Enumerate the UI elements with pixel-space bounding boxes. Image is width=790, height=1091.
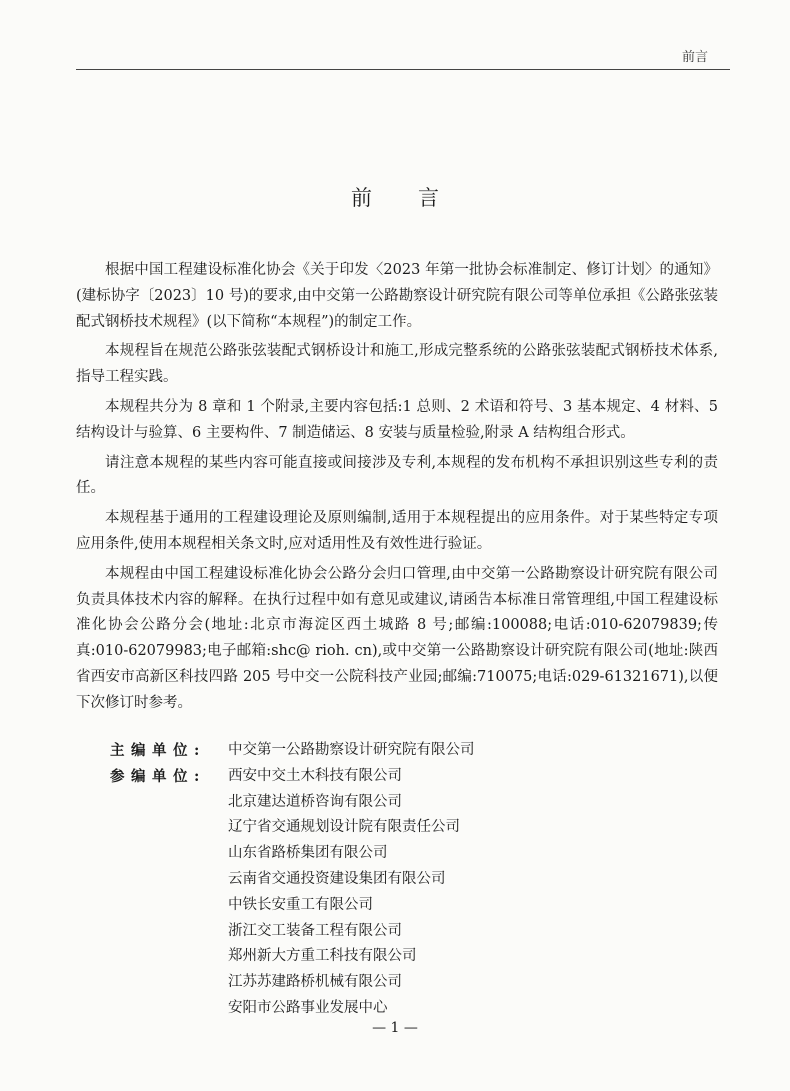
paragraph: 请注意本规程的某些内容可能直接或间接涉及专利,本规程的发布机构不承担识别这些专利的责任。 (76, 454, 718, 497)
paragraph: 本规程基于通用的工程建设理论及原则编制,适用于本规程提出的应用条件。对于某些特定专项应用条件,使用本规程相关条文时,应对适用性及有效性进行验证。 (76, 510, 718, 552)
participating-unit: 浙江交工装备工程有限公司 (228, 922, 402, 939)
running-header: 前言 (681, 50, 708, 65)
preface-body (76, 258, 718, 721)
participating-unit: 西安中交土木科技有限公司 (228, 767, 402, 784)
participating-unit: 中铁长安重工有限公司 (228, 896, 373, 913)
header-rule (76, 69, 730, 70)
participating-unit: 北京建达道桥咨询有限公司 (228, 793, 402, 810)
paragraph: 本规程共分为 8 章和 1 个附录,主要内容包括:1 总则、2 术语和符号、3 基本规定、4 材料、5 结构设计与验算、6 主要构件、7 制造储运、8 安装与质量检验,附录 A 结构组合形式。 (76, 398, 718, 441)
page-number: — 1 — (372, 1020, 418, 1036)
participating-unit-label: 参编单位: (110, 767, 206, 785)
paragraph: 根据中国工程建设标准化协会《关于印发〈2023 年第一批协会标准制定、修订计划〉的通知》(建标协字〔2023〕10 号)的要求,由中交第一公路勘察设计研究院有限公司等单位承担《公路张弦装配式钢桥技术规程》(以下简称“本规程”)的制定工作。 (76, 262, 718, 330)
paragraph: 本规程由中国工程建设标准化协会公路分会归口管理,由中交第一公路勘察设计研究院有限公司负责具体技术内容的解释。在执行过程中如有意见或建议,请函告本标准日常管理组,中国工程建设标准化协会公路分会(地址:北京市海淀区西土城路 8 号;邮编:100088;电话:010-62079839;传真:010-62079983;电子邮箱:shc@ rioh. cn),或中交第一公路勘察设计研究院有限公司(地址:陕西省西安市高新区科技四路 205 号中交一公院科技产业园;邮编:710075;电话:029-61321671),以便下次修订时参考。 (76, 565, 718, 711)
chief-unit-label: 主编单位: (110, 742, 206, 759)
paragraph: 本规程旨在规范公路张弦装配式钢桥设计和施工,形成完整系统的公路张弦装配式钢桥技术体系,指导工程实践。 (76, 343, 718, 386)
participating-unit: 安阳市公路事业发展中心 (228, 999, 388, 1016)
chief-unit: 中交第一公路勘察设计研究院有限公司 (228, 742, 475, 758)
participating-unit: 山东省路桥集团有限公司 (228, 845, 388, 862)
page-title: 前言 (351, 186, 485, 210)
participating-unit: 云南省交通投资建设集团有限公司 (228, 870, 446, 887)
participating-unit: 郑州新大方重工科技有限公司 (228, 948, 417, 965)
participating-unit: 辽宁省交通规划设计院有限责任公司 (228, 819, 460, 836)
drafting-units (110, 738, 710, 1022)
chief-unit-list (228, 738, 710, 764)
chief-unit-row (110, 738, 710, 764)
participating-unit: 江苏苏建路桥机械有限公司 (228, 974, 402, 991)
participating-unit-row (110, 764, 710, 1022)
participating-unit-list (228, 764, 710, 1022)
